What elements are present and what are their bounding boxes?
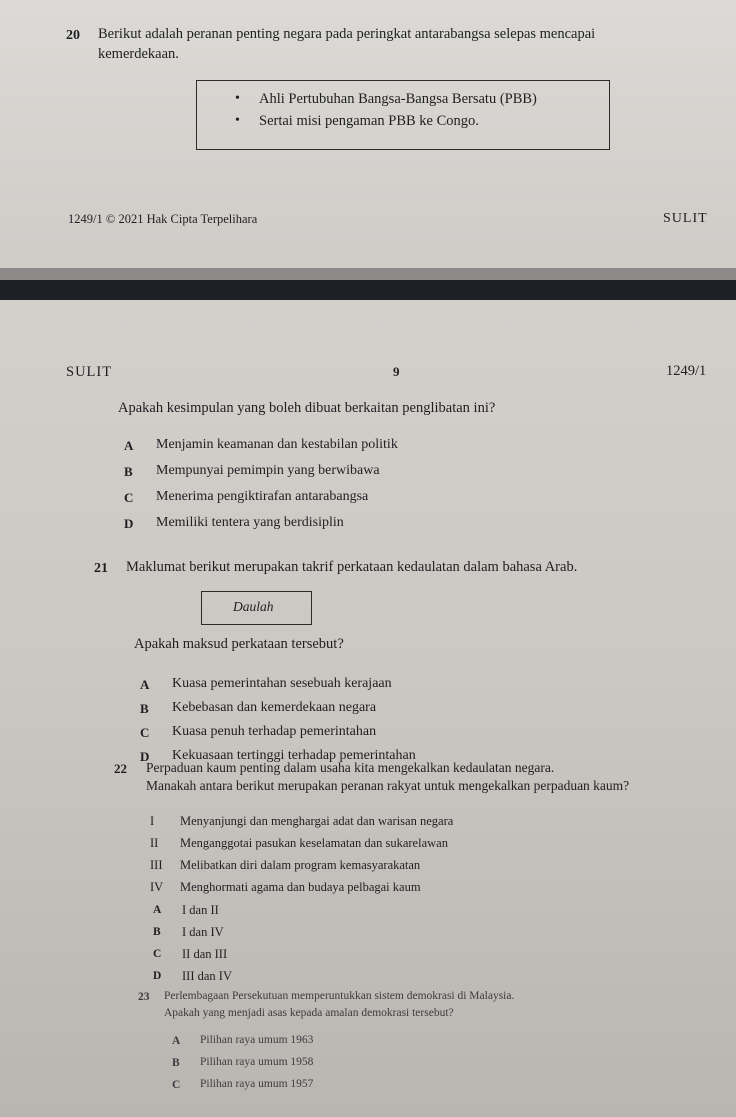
question-22-stem-line2: Manakah antara berikut merupakan peranan rakyat untuk mengekalkan perpaduan kaum? [146, 778, 630, 793]
q21-option-text: Kebebasan dan kemerdekaan negara [172, 700, 377, 715]
q23-option-letter: B [172, 1057, 180, 1069]
q22-statement-text: Melibatkan diri dalam program kemasyarakatan [180, 858, 421, 872]
q22-option-text: II dan III [182, 947, 228, 961]
question-21-question: Apakah maksud perkataan tersebut? [134, 636, 344, 652]
q21-option-letter: D [140, 749, 150, 764]
q22-option-text: III dan IV [182, 969, 232, 983]
page-number: 9 [393, 364, 400, 379]
page-gap-shadow [0, 280, 736, 300]
q23-option-letter: C [172, 1079, 181, 1091]
question-22-number: 22 [114, 761, 127, 776]
q23-option-text: Pilihan raya umum 1957 [200, 1078, 314, 1090]
page-edge [0, 268, 736, 280]
previous-page [0, 0, 736, 268]
q21-option-text: Kekuasaan tertinggi terhadap pemerintahan [172, 748, 416, 763]
question-20-number: 20 [66, 28, 80, 43]
q22-statement-num: III [150, 858, 163, 872]
term-daulah: Daulah [233, 599, 274, 614]
q22-option-text: I dan II [182, 903, 219, 917]
q20-option-text: Menjamin keamanan dan kestabilan politik [156, 437, 398, 452]
sulit-header: SULIT [66, 364, 113, 380]
q21-option-letter: B [140, 701, 149, 716]
q20-option-letter: B [124, 464, 133, 479]
copyright-footer: 1249/1 © 2021 Hak Cipta Terpelihara [68, 212, 258, 226]
q20-option-text: Memiliki tentera yang berdisiplin [156, 515, 344, 530]
q21-option-text: Kuasa pemerintahan sesebuah kerajaan [172, 676, 392, 691]
question-21-stem: Maklumat berikut merupakan takrif perkataan kedaulatan dalam bahasa Arab. [126, 559, 578, 575]
q22-option-letter: B [153, 926, 161, 938]
q22-statement-text: Menghormati agama dan budaya pelbagai kaum [180, 880, 421, 894]
paper-code-header: 1249/1 [666, 363, 707, 379]
question-21-term-box [201, 591, 312, 625]
q22-statement-text: Menyanjungi dan menghargai adat dan warisan negara [180, 814, 454, 828]
q22-option-letter: A [153, 904, 162, 916]
question-23-stem-line1: Perlembagaan Persekutuan memperuntukkan sistem demokrasi di Malaysia. [164, 990, 515, 1002]
q23-option-text: Pilihan raya umum 1958 [200, 1056, 314, 1068]
q20-option-letter: C [124, 490, 134, 505]
q21-option-letter: C [140, 725, 150, 740]
q22-statement-text: Menganggotai pasukan keselamatan dan sukarelawan [180, 836, 448, 850]
sulit-footer: SULIT [663, 211, 708, 226]
q22-statement-num: IV [150, 880, 164, 894]
question-20-question: Apakah kesimpulan yang boleh dibuat berkaitan penglibatan ini? [118, 400, 496, 416]
q22-option-letter: C [153, 948, 162, 960]
q20-option-letter: A [124, 438, 134, 453]
q22-option-text: I dan IV [182, 925, 224, 939]
page-9 [0, 300, 736, 1117]
q21-option-text: Kuasa penuh terhadap pemerintahan [172, 724, 377, 739]
q22-statement-num: I [150, 814, 155, 828]
q22-option-letter: D [153, 970, 162, 982]
q23-option-letter: A [172, 1035, 181, 1047]
q20-option-letter: D [124, 516, 134, 531]
question-23-stem-line2: Apakah yang menjadi asas kepada amalan demokrasi tersebut? [164, 1007, 454, 1019]
question-20-info-box [196, 80, 610, 150]
question-21-number: 21 [94, 561, 108, 576]
question-20-stem-line1: Berikut adalah peranan penting negara pada peringkat antarabangsa selepas mencapai [98, 26, 596, 42]
q21-option-letter: A [140, 677, 150, 692]
q20-option-text: Menerima pengiktirafan antarabangsa [156, 489, 369, 504]
info-box-item: • Sertai misi pengaman PBB ke Congo. [259, 113, 479, 130]
question-20-stem-line2: kemerdekaan. [98, 46, 179, 62]
question-23-number: 23 [138, 991, 150, 1003]
info-box-item: • Ahli Pertubuhan Bangsa-Bangsa Bersatu (PBB) [259, 91, 537, 108]
q22-statement-num: II [150, 836, 159, 850]
q20-option-text: Mempunyai pemimpin yang berwibawa [156, 463, 380, 478]
question-22-stem-line1: Perpaduan kaum penting dalam usaha kita mengekalkan kedaulatan negara. [146, 760, 555, 775]
q23-option-text: Pilihan raya umum 1963 [200, 1034, 314, 1046]
